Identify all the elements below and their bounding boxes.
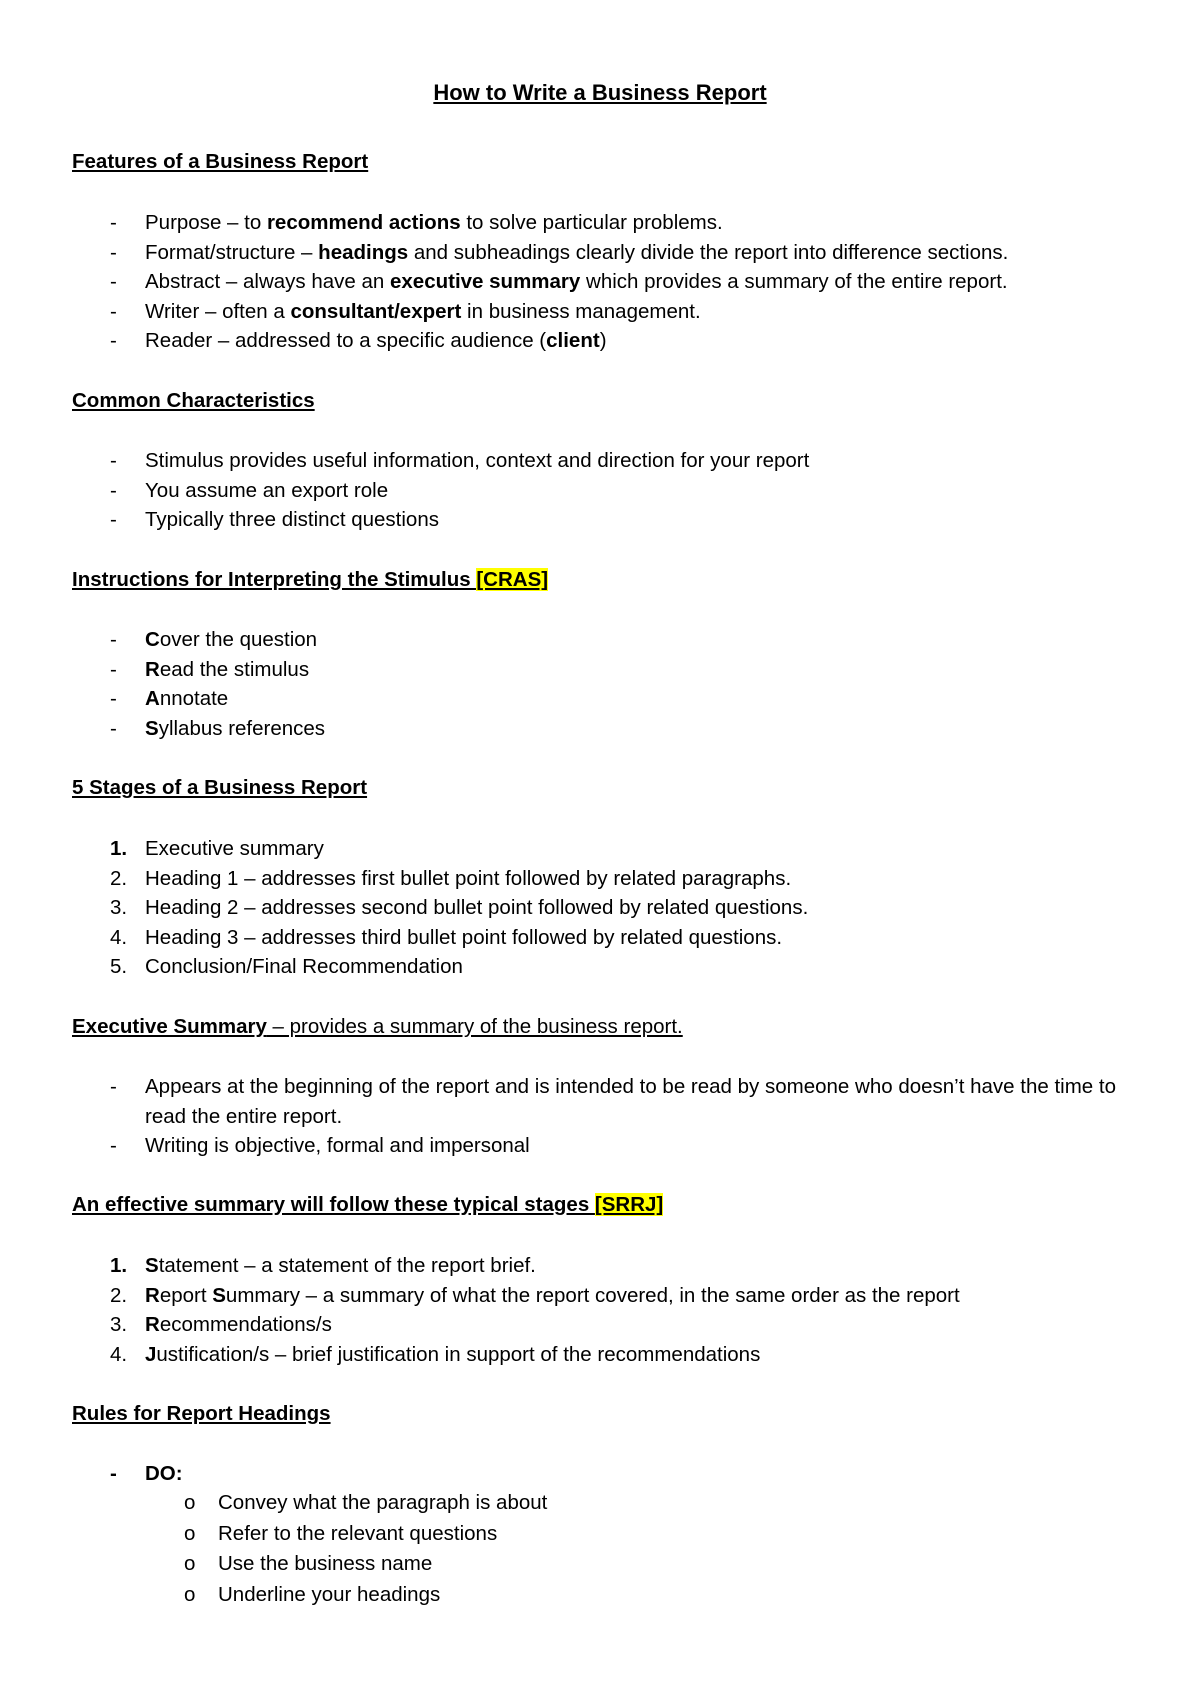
list-item: - Format/structure – headings and subheadings clearly divide the report into difference sections.: [110, 240, 1009, 264]
section-heading-cras: Instructions for Interpreting the Stimulus [CRAS]: [72, 568, 549, 591]
sub-list-item: o Convey what the paragraph is about: [184, 1491, 548, 1514]
list-item: - Reader – addressed to a specific audience (client): [110, 329, 607, 352]
page-title: How to Write a Business Report: [433, 80, 767, 105]
list-item: - You assume an export role: [110, 478, 389, 502]
list-item: - Syllabus references: [110, 716, 326, 740]
list-item: - DO:: [110, 1462, 183, 1485]
list-item: - Writer – often a consultant/expert in business management.: [110, 299, 701, 323]
list-item: 2. Report Summary – a summary of what the report covered, in the same order as the report: [110, 1283, 960, 1307]
srrj-highlight: [SRRJ]: [594, 1193, 664, 1216]
list-item: 1. Statement – a statement of the report brief.: [110, 1254, 536, 1277]
list-item: 3. Recommendations/s: [110, 1313, 332, 1336]
sub-list-item: o Use the business name: [184, 1552, 433, 1575]
srrj-list: [72, 1251, 1132, 1369]
list-item: - Purpose – to recommend actions to solve particular problems.: [110, 211, 723, 234]
cras-list: [72, 625, 1132, 743]
executive-summary-list: [72, 1072, 1132, 1161]
list-item: - Stimulus provides useful information, context and direction for your report: [110, 449, 810, 472]
sub-list-item: o Refer to the relevant questions: [184, 1521, 498, 1545]
characteristics-list: [72, 446, 1132, 535]
list-item: - Abstract – always have an executive summary which provides a summary of the entire report.: [110, 270, 1008, 293]
list-item: 1. Executive summary: [110, 837, 324, 860]
section-heading-features: Features of a Business Report: [72, 150, 369, 173]
list-item: 5. Conclusion/Final Recommendation: [110, 955, 463, 978]
section-heading-characteristics: Common Characteristics: [72, 389, 315, 412]
do-sublist: [72, 1488, 547, 1610]
sub-list-item: o Underline your headings: [184, 1582, 441, 1606]
list-item: - Cover the question: [110, 628, 318, 651]
features-list: [72, 208, 1132, 356]
section-heading-rules: Rules for Report Headings: [72, 1402, 331, 1425]
cras-highlight: [CRAS]: [476, 568, 549, 591]
list-item: - Typically three distinct questions: [110, 508, 439, 531]
list-item: - Read the stimulus: [110, 657, 310, 681]
section-heading-executive-summary: Executive Summary – provides a summary of the business report.: [72, 1015, 683, 1038]
section-heading-stages: 5 Stages of a Business Report: [72, 776, 368, 799]
list-item: 4. Heading 3 – addresses third bullet point followed by related questions.: [110, 925, 783, 949]
list-item: 3. Heading 2 – addresses second bullet point followed by related questions.: [110, 896, 809, 919]
list-item: - Writing is objective, formal and impersonal: [110, 1134, 530, 1157]
do-label: DO:: [145, 1462, 183, 1485]
list-item: - Appears at the beginning of the report and is intended to be read by someone who doesn’t have the time to read the entire report.: [110, 1075, 1116, 1128]
list-item: 2. Heading 1 – addresses first bullet point followed by related paragraphs.: [110, 866, 792, 890]
section-heading-srrj: An effective summary will follow these typical stages [SRRJ]: [72, 1193, 664, 1216]
list-item: - Annotate: [110, 687, 229, 710]
stages-list: [72, 834, 1132, 982]
rules-list: [72, 1459, 1132, 1489]
list-item: 4. Justification/s – brief justification in support of the recommendations: [110, 1342, 761, 1366]
